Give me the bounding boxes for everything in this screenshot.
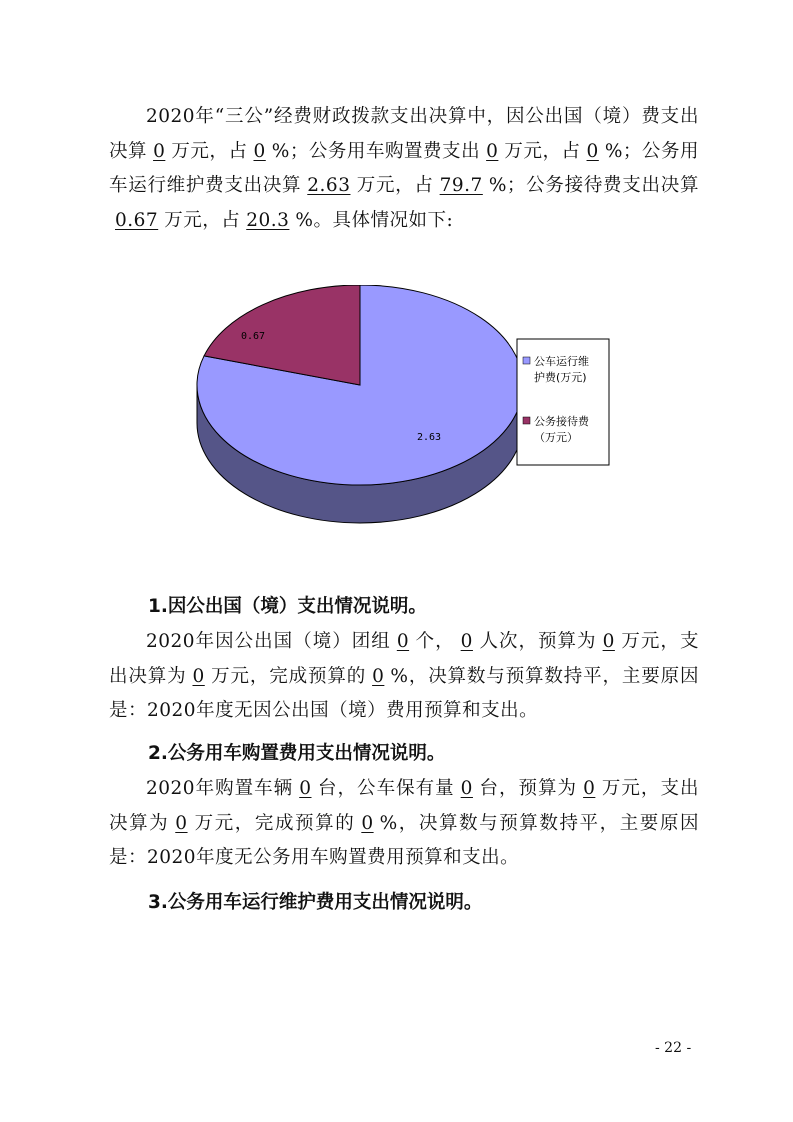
- legend-label: 护费(万元): [534, 371, 587, 384]
- legend-swatch: [523, 417, 530, 424]
- pie-chart: [190, 285, 620, 535]
- value-underlined: 79.7: [439, 175, 483, 196]
- value-underlined: 2.63: [307, 175, 351, 196]
- legend-label: 公车运行维: [534, 355, 589, 368]
- chart-legend: [517, 339, 609, 465]
- section-paragraph-2: 2020年购置车辆 0 台，公车保有量 0 台，预算为 0 万元，支出决算为 0 万元，完成预算的 0 %，决算数与预算数持平，主要原因是：2020年度无公务用车购置费用预算和支出。: [109, 778, 699, 868]
- section-heading-1: 1.因公出国（境）支出情况说明。: [148, 596, 427, 617]
- pie-data-label: 0.67: [240, 331, 266, 342]
- legend-swatch: [523, 357, 530, 364]
- section-paragraph-1: 2020年因公出国（境）团组 0 个， 0 人次，预算为 0 万元，支出决算为 0 万元，完成预算的 0 %，决算数与预算数持平，主要原因是：2020年度无因公出国（境）费用预算和支出。: [109, 631, 699, 721]
- value-underlined: 0: [586, 140, 599, 162]
- value-underlined: 0: [253, 140, 266, 162]
- value-underlined: 20.3: [246, 209, 290, 231]
- value-underlined: 0.67: [115, 209, 159, 231]
- section-heading-3: 3.公务用车运行维护费用支出情况说明。: [148, 892, 483, 913]
- intro-paragraph: 2020年“三公”经费财政拨款支出决算中，因公出国（境）费支出决算 0 万元，占 0 %；公务用车购置费支出 0 万元，占 0 %；公务用车运行维护费支出决算 2.63 万元，占 79.7 %；公务接待费支出决算0.67 万元，占 20.3 %。具体情况如下:: [109, 106, 699, 231]
- legend-label: 公务接待费: [534, 415, 589, 428]
- section-heading-2: 2.公务用车购置费用支出情况说明。: [148, 743, 446, 764]
- value-underlined: 0: [153, 140, 166, 162]
- legend-label: （万元）: [534, 431, 578, 444]
- page-number: - 22 -: [655, 1040, 692, 1056]
- pie-data-label: 2.63: [416, 432, 442, 443]
- value-underlined: 0: [486, 140, 499, 162]
